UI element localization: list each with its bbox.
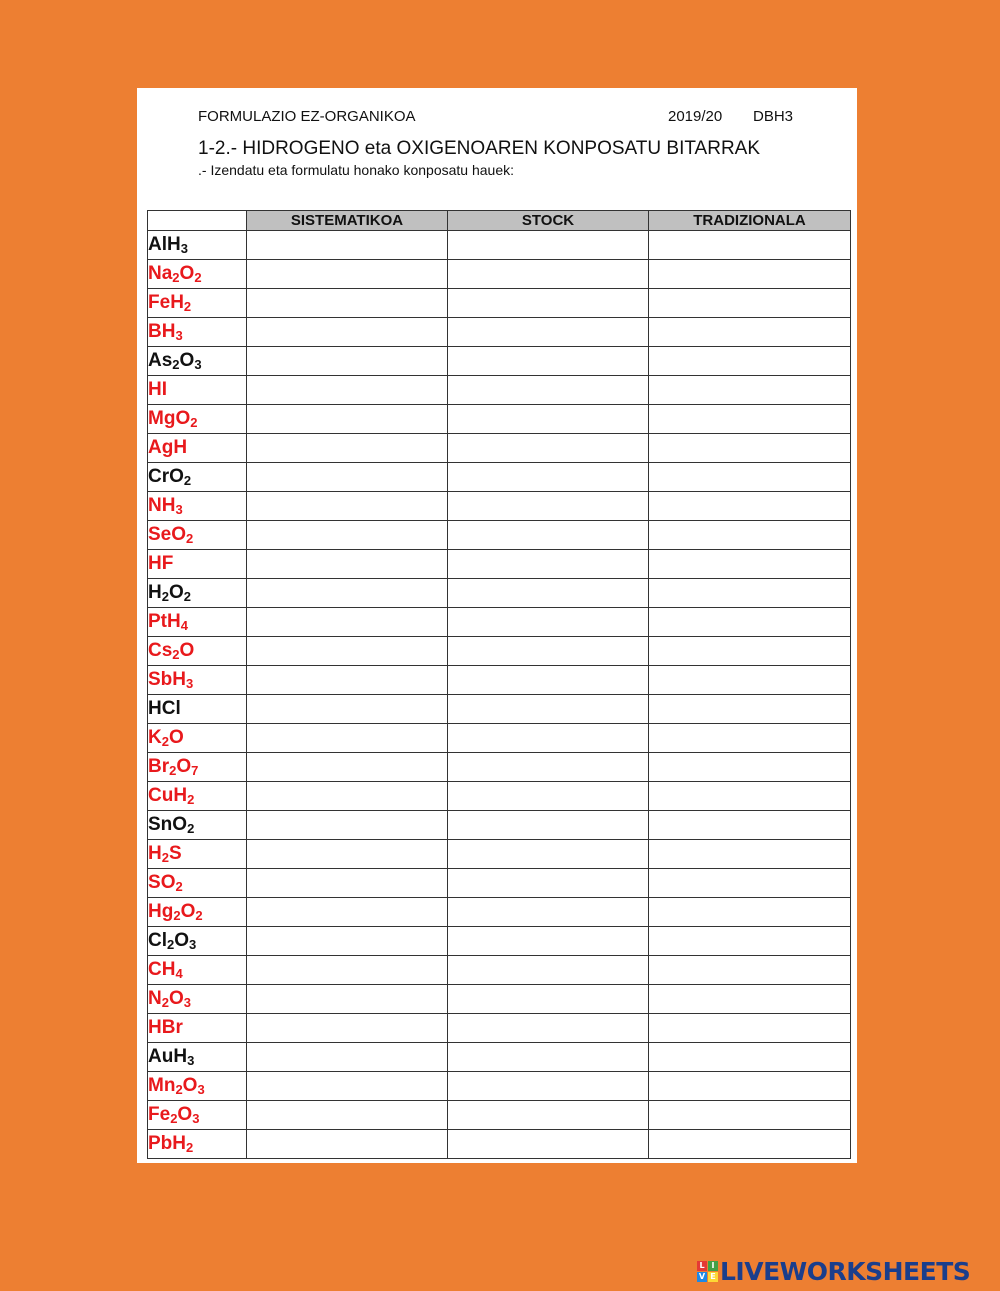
formula-subscript: 2 bbox=[187, 821, 195, 836]
formula-symbol: Mg bbox=[148, 408, 176, 429]
brand-wordmark: LIVEWORKSHEETS bbox=[720, 1256, 971, 1286]
table-row bbox=[148, 521, 851, 550]
formula-subscript: 2 bbox=[195, 908, 203, 923]
systematic-answer-field[interactable] bbox=[247, 347, 448, 376]
stock-answer-field[interactable] bbox=[448, 289, 649, 318]
stock-answer-field[interactable] bbox=[448, 811, 649, 840]
traditional-answer-field[interactable] bbox=[649, 318, 851, 347]
badge-letter: V bbox=[698, 1272, 706, 1281]
stock-answer-field[interactable] bbox=[448, 434, 649, 463]
systematic-answer-field[interactable] bbox=[247, 1072, 448, 1101]
systematic-answer-field[interactable] bbox=[247, 782, 448, 811]
school-year: 2019/20 bbox=[668, 108, 723, 125]
table-row bbox=[148, 753, 851, 782]
traditional-answer-field[interactable] bbox=[649, 608, 851, 637]
traditional-answer-field[interactable] bbox=[649, 434, 851, 463]
formula-symbol: S bbox=[148, 872, 161, 893]
table-row bbox=[148, 1043, 851, 1072]
compound-formula bbox=[148, 492, 247, 521]
formula-subscript: 2 bbox=[186, 531, 194, 546]
formula-symbol: Au bbox=[148, 1046, 174, 1067]
table-row bbox=[148, 231, 851, 260]
formula-symbol: H bbox=[172, 1133, 187, 1154]
formula-symbol: O bbox=[179, 350, 195, 371]
table-row bbox=[148, 695, 851, 724]
table-row bbox=[148, 376, 851, 405]
table-row bbox=[148, 956, 851, 985]
formula-symbol: K bbox=[148, 727, 162, 748]
compound-formula bbox=[148, 782, 247, 811]
systematic-answer-field[interactable] bbox=[247, 927, 448, 956]
formula-subscript: 2 bbox=[183, 589, 191, 604]
table-row bbox=[148, 289, 851, 318]
systematic-answer-field[interactable] bbox=[247, 521, 448, 550]
table-row bbox=[148, 405, 851, 434]
compound-formula bbox=[148, 260, 247, 289]
stock-answer-field[interactable] bbox=[448, 782, 649, 811]
compound-formula bbox=[148, 869, 247, 898]
stock-answer-field[interactable] bbox=[448, 463, 649, 492]
formula-symbol: H bbox=[161, 495, 176, 516]
stock-answer-field[interactable] bbox=[448, 753, 649, 782]
traditional-answer-field[interactable] bbox=[649, 1043, 851, 1072]
traditional-answer-field[interactable] bbox=[649, 289, 851, 318]
compound-formula bbox=[148, 1101, 247, 1130]
compounds-table-body bbox=[148, 231, 851, 1159]
compound-formula bbox=[148, 1014, 247, 1043]
formula-symbol: O bbox=[179, 263, 195, 284]
compound-formula bbox=[148, 579, 247, 608]
formula-subscript: 3 bbox=[194, 357, 202, 372]
compound-formula bbox=[148, 318, 247, 347]
formula-symbol: Cs bbox=[148, 640, 173, 661]
compound-formula bbox=[148, 1072, 247, 1101]
table-row bbox=[148, 434, 851, 463]
compound-formula bbox=[148, 927, 247, 956]
compound-formula bbox=[148, 753, 247, 782]
table-row bbox=[148, 260, 851, 289]
systematic-answer-field[interactable] bbox=[247, 724, 448, 753]
table-row bbox=[148, 1101, 851, 1130]
formula-symbol: N bbox=[148, 988, 162, 1009]
table-row bbox=[148, 985, 851, 1014]
stock-answer-field[interactable] bbox=[448, 550, 649, 579]
stock-answer-field[interactable] bbox=[448, 1043, 649, 1072]
stock-answer-field[interactable] bbox=[448, 898, 649, 927]
formula-symbol: H bbox=[161, 321, 176, 342]
table-row bbox=[148, 840, 851, 869]
compound-formula bbox=[148, 956, 247, 985]
stock-answer-field[interactable] bbox=[448, 521, 649, 550]
traditional-answer-field[interactable] bbox=[649, 1101, 851, 1130]
systematic-answer-field[interactable] bbox=[247, 956, 448, 985]
stock-answer-field[interactable] bbox=[448, 985, 649, 1014]
formula-symbol: O bbox=[174, 930, 190, 951]
badge-letter: E bbox=[708, 1272, 718, 1282]
formula-symbol: Cr bbox=[148, 466, 170, 487]
formula-subscript: 3 bbox=[192, 1111, 200, 1126]
table-row bbox=[148, 811, 851, 840]
formula-symbol: H bbox=[167, 234, 181, 255]
systematic-answer-field[interactable] bbox=[247, 1014, 448, 1043]
formula-symbol: O bbox=[177, 1104, 193, 1125]
systematic-answer-field[interactable] bbox=[247, 579, 448, 608]
compound-formula bbox=[148, 376, 247, 405]
compound-formula bbox=[148, 289, 247, 318]
formula-symbol: O bbox=[176, 756, 192, 777]
compound-formula bbox=[148, 811, 247, 840]
formula-symbol: O bbox=[168, 582, 184, 603]
compound-formula bbox=[148, 985, 247, 1014]
table-row bbox=[148, 927, 851, 956]
formula-symbol: As bbox=[148, 350, 173, 371]
stock-answer-field[interactable] bbox=[448, 405, 649, 434]
table-row bbox=[148, 666, 851, 695]
formula-symbol: Cu bbox=[148, 785, 174, 806]
stock-answer-field[interactable] bbox=[448, 840, 649, 869]
formula-subscript: 2 bbox=[161, 850, 169, 865]
systematic-answer-field[interactable] bbox=[247, 550, 448, 579]
formula-subscript: 2 bbox=[161, 734, 169, 749]
formula-symbol: H bbox=[148, 582, 162, 603]
formula-subscript: 3 bbox=[189, 937, 197, 952]
systematic-answer-field[interactable] bbox=[247, 434, 448, 463]
formula-symbol: O bbox=[171, 524, 187, 545]
stock-answer-field[interactable] bbox=[448, 637, 649, 666]
formula-symbol: HBr bbox=[148, 1017, 183, 1038]
systematic-answer-field[interactable] bbox=[247, 811, 448, 840]
formula-symbol: Mn bbox=[148, 1075, 176, 1096]
grade-level: DBH3 bbox=[753, 108, 794, 125]
table-row bbox=[148, 463, 851, 492]
table-row bbox=[148, 608, 851, 637]
stock-answer-field[interactable] bbox=[448, 956, 649, 985]
formula-symbol: H bbox=[148, 843, 162, 864]
systematic-answer-field[interactable] bbox=[247, 985, 448, 1014]
formula-subscript: 2 bbox=[173, 908, 181, 923]
formula-symbol: H bbox=[167, 611, 181, 632]
traditional-answer-field[interactable] bbox=[649, 956, 851, 985]
column-header-stock: STOCK bbox=[448, 211, 649, 231]
systematic-answer-field[interactable] bbox=[247, 695, 448, 724]
stock-answer-field[interactable] bbox=[448, 376, 649, 405]
compound-formula bbox=[148, 608, 247, 637]
formula-subscript: 2 bbox=[161, 995, 169, 1010]
formula-symbol: Sn bbox=[148, 814, 173, 835]
table-row bbox=[148, 550, 851, 579]
formula-subscript: 4 bbox=[180, 618, 188, 633]
formula-subscript: 2 bbox=[172, 647, 180, 662]
table-row bbox=[148, 637, 851, 666]
formula-subscript: 2 bbox=[183, 473, 192, 488]
traditional-answer-field[interactable] bbox=[649, 927, 851, 956]
formula-symbol: O bbox=[168, 727, 184, 748]
formula-symbol: H bbox=[170, 292, 184, 313]
instruction-text: .- Izendatu eta formulatu honako konposatu hauek: bbox=[198, 162, 514, 178]
traditional-answer-field[interactable] bbox=[649, 695, 851, 724]
formula-symbol: Sb bbox=[148, 669, 173, 690]
formula-subscript: 2 bbox=[187, 792, 195, 807]
systematic-answer-field[interactable] bbox=[247, 637, 448, 666]
formula-subscript: 2 bbox=[186, 1140, 194, 1155]
stock-answer-field[interactable] bbox=[448, 608, 649, 637]
compound-formula bbox=[148, 637, 247, 666]
formula-symbol: AgH bbox=[148, 437, 188, 458]
formula-symbol: Fe bbox=[148, 292, 171, 313]
systematic-answer-field[interactable] bbox=[247, 1101, 448, 1130]
traditional-answer-field[interactable] bbox=[649, 463, 851, 492]
systematic-answer-field[interactable] bbox=[247, 898, 448, 927]
formula-subscript: 2 bbox=[167, 937, 175, 952]
stock-answer-field[interactable] bbox=[448, 231, 649, 260]
systematic-answer-field[interactable] bbox=[247, 1043, 448, 1072]
formula-symbol: HCl bbox=[148, 698, 181, 719]
formula-subscript: 2 bbox=[194, 270, 202, 285]
systematic-answer-field[interactable] bbox=[247, 318, 448, 347]
table-row bbox=[148, 1130, 851, 1159]
badge-letter: L bbox=[697, 1261, 707, 1271]
table-row bbox=[148, 1014, 851, 1043]
formula-symbol: B bbox=[148, 321, 162, 342]
traditional-answer-field[interactable] bbox=[649, 753, 851, 782]
traditional-answer-field[interactable] bbox=[649, 666, 851, 695]
table-row bbox=[148, 347, 851, 376]
compound-formula bbox=[148, 347, 247, 376]
systematic-answer-field[interactable] bbox=[247, 376, 448, 405]
formula-symbol: HF bbox=[148, 553, 174, 574]
formula-symbol: Hg bbox=[148, 901, 174, 922]
formula-subscript: 2 bbox=[175, 879, 183, 894]
traditional-answer-field[interactable] bbox=[649, 1130, 851, 1159]
formula-symbol: O bbox=[182, 1075, 198, 1096]
systematic-answer-field[interactable] bbox=[247, 463, 448, 492]
formula-symbol: O bbox=[169, 466, 184, 487]
table-row bbox=[148, 492, 851, 521]
formula-symbol: H bbox=[172, 669, 187, 690]
systematic-answer-field[interactable] bbox=[247, 666, 448, 695]
systematic-answer-field[interactable] bbox=[247, 492, 448, 521]
systematic-answer-field[interactable] bbox=[247, 289, 448, 318]
formula-subscript: 3 bbox=[186, 676, 194, 691]
subject-heading: FORMULAZIO EZ-ORGANIKOA bbox=[198, 108, 416, 125]
formula-symbol: Pb bbox=[148, 1133, 173, 1154]
formula-subscript: 3 bbox=[175, 328, 183, 343]
table-row bbox=[148, 869, 851, 898]
formula-subscript: 2 bbox=[169, 763, 177, 778]
formula-symbol: O bbox=[172, 814, 188, 835]
systematic-answer-field[interactable] bbox=[247, 1130, 448, 1159]
formula-symbol: O bbox=[175, 408, 191, 429]
table-row bbox=[148, 724, 851, 753]
formula-symbol: O bbox=[179, 640, 195, 661]
traditional-answer-field[interactable] bbox=[649, 985, 851, 1014]
formula-symbol: N bbox=[148, 495, 162, 516]
traditional-answer-field[interactable] bbox=[649, 637, 851, 666]
compound-formula bbox=[148, 1130, 247, 1159]
traditional-answer-field[interactable] bbox=[649, 376, 851, 405]
systematic-answer-field[interactable] bbox=[247, 608, 448, 637]
traditional-answer-field[interactable] bbox=[649, 260, 851, 289]
formula-subscript: 3 bbox=[175, 502, 183, 517]
formula-symbol: S bbox=[168, 843, 182, 864]
stock-answer-field[interactable] bbox=[448, 927, 649, 956]
traditional-answer-field[interactable] bbox=[649, 1072, 851, 1101]
stock-answer-field[interactable] bbox=[448, 347, 649, 376]
formula-symbol: H bbox=[161, 959, 176, 980]
traditional-answer-field[interactable] bbox=[649, 811, 851, 840]
stock-answer-field[interactable] bbox=[448, 492, 649, 521]
formula-subscript: 3 bbox=[197, 1082, 205, 1097]
badge-letter: I bbox=[708, 1261, 718, 1271]
stock-answer-field[interactable] bbox=[448, 1072, 649, 1101]
formula-symbol: Br bbox=[148, 756, 170, 777]
table-row bbox=[148, 782, 851, 811]
stock-answer-field[interactable] bbox=[448, 1130, 649, 1159]
formula-subscript: 3 bbox=[183, 995, 191, 1010]
traditional-answer-field[interactable] bbox=[649, 1014, 851, 1043]
compound-formula bbox=[148, 463, 247, 492]
compound-formula bbox=[148, 550, 247, 579]
compound-formula bbox=[148, 231, 247, 260]
formula-symbol: O bbox=[160, 872, 176, 893]
systematic-answer-field[interactable] bbox=[247, 405, 448, 434]
stock-answer-field[interactable] bbox=[448, 695, 649, 724]
formula-symbol: O bbox=[168, 988, 184, 1009]
formula-subscript: 4 bbox=[175, 966, 183, 981]
stock-answer-field[interactable] bbox=[448, 666, 649, 695]
stock-answer-field[interactable] bbox=[448, 1101, 649, 1130]
compound-formula bbox=[148, 434, 247, 463]
formula-subscript: 2 bbox=[190, 415, 198, 430]
traditional-answer-field[interactable] bbox=[649, 231, 851, 260]
formula-symbol: Na bbox=[148, 263, 173, 284]
formula-symbol: O bbox=[180, 901, 196, 922]
formula-subscript: 2 bbox=[172, 270, 180, 285]
traditional-answer-field[interactable] bbox=[649, 521, 851, 550]
stock-answer-field[interactable] bbox=[448, 579, 649, 608]
compound-formula bbox=[148, 724, 247, 753]
formula-subscript: 2 bbox=[183, 299, 192, 314]
traditional-answer-field[interactable] bbox=[649, 405, 851, 434]
traditional-answer-field[interactable] bbox=[649, 898, 851, 927]
compound-formula bbox=[148, 405, 247, 434]
compound-formula bbox=[148, 840, 247, 869]
formula-symbol: H bbox=[173, 785, 188, 806]
systematic-answer-field[interactable] bbox=[247, 231, 448, 260]
formula-subscript: 3 bbox=[187, 1053, 195, 1068]
compound-formula bbox=[148, 521, 247, 550]
table-row bbox=[148, 579, 851, 608]
compound-formula bbox=[148, 898, 247, 927]
compounds-table bbox=[147, 210, 851, 1159]
formula-subscript: 2 bbox=[172, 357, 180, 372]
compound-formula bbox=[148, 695, 247, 724]
traditional-answer-field[interactable] bbox=[649, 869, 851, 898]
worksheet-title: 1-2.- HIDROGENO eta OXIGENOAREN KONPOSATU BITARRAK bbox=[198, 138, 761, 159]
formula-subscript: 2 bbox=[170, 1111, 178, 1126]
formula-subscript: 7 bbox=[191, 763, 199, 778]
stock-answer-field[interactable] bbox=[448, 1014, 649, 1043]
liveworksheets-logo bbox=[697, 1256, 970, 1286]
table-row bbox=[148, 1072, 851, 1101]
worksheet-page bbox=[137, 88, 857, 1163]
stock-answer-field[interactable] bbox=[448, 260, 649, 289]
table-row bbox=[148, 318, 851, 347]
formula-symbol: Fe bbox=[148, 1104, 171, 1125]
stock-answer-field[interactable] bbox=[448, 869, 649, 898]
table-header-row bbox=[148, 211, 851, 231]
traditional-answer-field[interactable] bbox=[649, 492, 851, 521]
traditional-answer-field[interactable] bbox=[649, 347, 851, 376]
formula-symbol: Al bbox=[148, 234, 167, 255]
formula-symbol: Cl bbox=[148, 930, 167, 951]
formula-subscript: 2 bbox=[175, 1082, 183, 1097]
formula-subscript: 2 bbox=[161, 589, 169, 604]
column-header-traditional: TRADIZIONALA bbox=[649, 211, 851, 231]
formula-symbol: Pt bbox=[148, 611, 167, 632]
formula-symbol: C bbox=[148, 959, 162, 980]
column-header-systematic: SISTEMATIKOA bbox=[247, 211, 448, 231]
formula-symbol: HI bbox=[148, 379, 167, 400]
table-row bbox=[148, 898, 851, 927]
systematic-answer-field[interactable] bbox=[247, 869, 448, 898]
systematic-answer-field[interactable] bbox=[247, 753, 448, 782]
traditional-answer-field[interactable] bbox=[649, 579, 851, 608]
traditional-answer-field[interactable] bbox=[649, 724, 851, 753]
traditional-answer-field[interactable] bbox=[649, 840, 851, 869]
live-badge-icon bbox=[697, 1261, 718, 1282]
formula-symbol: Se bbox=[148, 524, 172, 545]
stock-answer-field[interactable] bbox=[448, 318, 649, 347]
traditional-answer-field[interactable] bbox=[649, 782, 851, 811]
stock-answer-field[interactable] bbox=[448, 724, 649, 753]
formula-symbol: H bbox=[173, 1046, 188, 1067]
compound-formula bbox=[148, 666, 247, 695]
systematic-answer-field[interactable] bbox=[247, 260, 448, 289]
compound-formula bbox=[148, 1043, 247, 1072]
corner-cell bbox=[148, 211, 247, 231]
traditional-answer-field[interactable] bbox=[649, 550, 851, 579]
formula-subscript: 3 bbox=[180, 241, 188, 256]
systematic-answer-field[interactable] bbox=[247, 840, 448, 869]
